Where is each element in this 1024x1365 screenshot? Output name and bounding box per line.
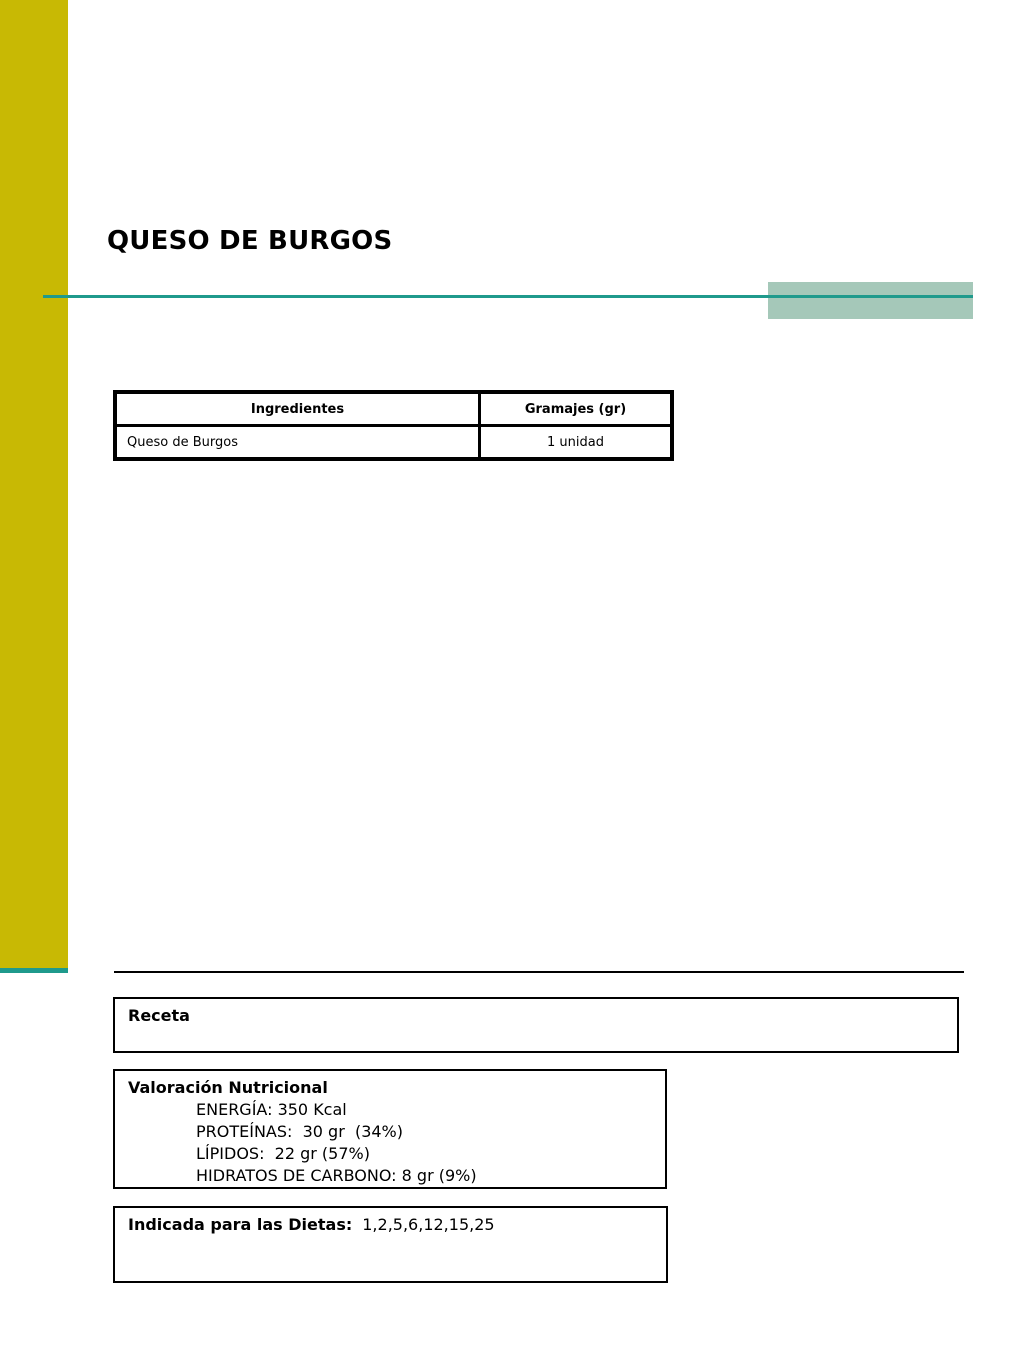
diets-label: Indicada para las Dietas:: [128, 1215, 353, 1234]
nutritional-value-box: [113, 1069, 667, 1189]
table-row: [116, 426, 671, 458]
ingredients-table: [113, 390, 674, 461]
table-cell-ingredient: Queso de Burgos: [116, 426, 480, 458]
nutritional-value-label: Valoración Nutricional: [128, 1078, 328, 1097]
left-accent-bar-foot: [0, 968, 68, 973]
table-header-row: [116, 393, 671, 426]
title-accent-block: [768, 282, 973, 319]
nutrition-carbohydrates: HIDRATOS DE CARBONO: 8 gr (9%): [196, 1166, 477, 1185]
receta-label: Receta: [128, 1006, 190, 1025]
nutrition-energy: ENERGÍA: 350 Kcal: [196, 1100, 347, 1119]
nutrition-lipids: LÍPIDOS: 22 gr (57%): [196, 1144, 370, 1163]
table-header-gramajes: Gramajes (gr): [480, 393, 671, 426]
section-divider: [114, 971, 964, 973]
diets-box: [113, 1206, 668, 1283]
table-header-ingredientes: Ingredientes: [116, 393, 480, 426]
page-title: QUESO DE BURGOS: [107, 226, 393, 256]
nutrition-proteins: PROTEÍNAS: 30 gr (34%): [196, 1122, 403, 1141]
table-cell-amount: 1 unidad: [480, 426, 671, 458]
receta-box: [113, 997, 959, 1053]
title-divider-accent: [768, 295, 973, 298]
diets-value: 1,2,5,6,12,15,25: [362, 1215, 495, 1234]
left-accent-bar: [0, 0, 68, 968]
